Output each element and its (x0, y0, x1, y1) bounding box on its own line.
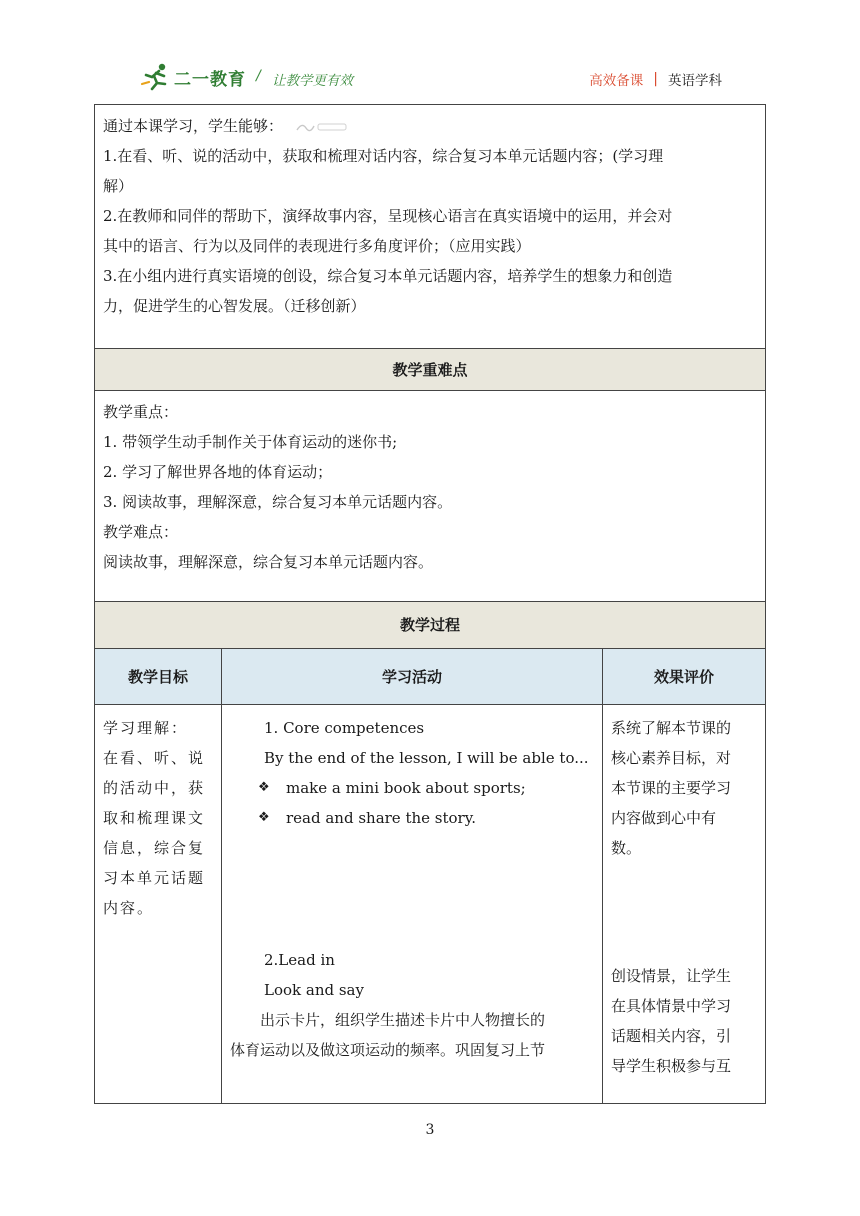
runner-logo-icon (140, 62, 172, 92)
activity-paragraph: 出示卡片，组织学生描述卡片中人物擅长的 (260, 1011, 546, 1029)
evaluation-line: 数。 (611, 839, 642, 857)
header-separator: | (653, 71, 658, 87)
evaluation-line: 话题相关内容，引 (611, 1027, 732, 1045)
watermark-logo-icon (294, 120, 350, 134)
key-point-line: 阅读故事，理解深意，综合复习本单元话题内容。 (103, 553, 434, 571)
bullet-item (230, 773, 596, 803)
slogan: 让教学更有效 (272, 73, 353, 89)
logo-text: 二一教育 (174, 69, 246, 90)
intro-line: 通过本课学习，学生能够： (103, 111, 757, 141)
key-point-line: 2. 学习了解世界各地的体育运动； (103, 463, 333, 481)
activity-intro: By the end of the lesson, I will be able to... (264, 749, 589, 767)
header-subject: 英语学科 (668, 73, 722, 89)
activity-cell (222, 705, 603, 1104)
evaluation-cell (603, 705, 766, 1104)
intro-line: 1.在看、听、说的活动中，获取和梳理对话内容，综合复习本单元话题内容；(学习理 (103, 147, 664, 165)
key-point-line: 教学重点： (103, 403, 179, 421)
intro-line: 力，促进学生的心智发展。（迁移创新） (103, 297, 366, 315)
evaluation-line: 本节课的主要学习 (611, 779, 732, 797)
evaluation-line: 系统了解本节课的 (611, 719, 732, 737)
header-right (589, 69, 722, 89)
goal-line: 习本单元话题 (103, 869, 206, 887)
bullet-text: read and share the story. (286, 809, 476, 827)
key-point-line: 教学难点： (103, 523, 179, 541)
evaluation-line: 创设情景，让学生 (611, 967, 732, 985)
goal-line: 取和梳理课文 (103, 809, 206, 827)
column-header-evaluation: 效果评价 (603, 649, 766, 705)
key-point-line: 1. 带领学生动手制作关于体育运动的迷你书; (103, 433, 398, 451)
intro-line: 3.在小组内进行真实语境的创设，综合复习本单元话题内容，培养学生的想象力和创造 (103, 267, 673, 285)
page-number: 3 (425, 1122, 435, 1138)
page-header (140, 62, 730, 96)
intro-line: 2.在教师和同伴的帮助下，演绎故事内容，呈现核心语言在真实语境中的运用，并会对 (103, 207, 673, 225)
goal-line: 内容。 (103, 899, 155, 917)
bullet-item (230, 803, 596, 833)
column-header-activity: 学习活动 (222, 649, 603, 705)
goal-line: 信息，综合复 (103, 839, 206, 857)
activity-heading: 1. Core competences (264, 719, 425, 737)
key-points-cell (95, 391, 766, 602)
header-category: 高效备课 (589, 73, 644, 89)
evaluation-line: 核心素养目标，对 (611, 749, 732, 767)
goal-cell (95, 705, 222, 1104)
diamond-bullet-icon: ❖ (258, 810, 270, 825)
activity-paragraph: 体育运动以及做这项运动的频率。巩固复习上节 (230, 1041, 546, 1059)
key-point-line: 3. 阅读故事，理解深意，综合复习本单元话题内容。 (103, 493, 453, 511)
intro-line: 其中的语言、行为以及同伴的表现进行多角度评价；（应用实践） (103, 237, 531, 255)
section-title-key-points: 教学重难点 (95, 349, 766, 391)
activity-heading-2: 2.Lead in (264, 951, 335, 969)
column-header-goal: 教学目标 (95, 649, 222, 705)
evaluation-line: 在具体情景中学习 (611, 997, 732, 1015)
section-title-process: 教学过程 (95, 602, 766, 649)
logo (140, 62, 246, 92)
objectives-cell (95, 105, 766, 349)
intro-line: 解） (103, 177, 134, 195)
evaluation-line: 导学生积极参与互 (611, 1057, 732, 1075)
goal-line: 学习理解： (103, 719, 189, 737)
diamond-bullet-icon: ❖ (258, 780, 270, 795)
spacer (611, 863, 759, 961)
evaluation-line: 内容做到心中有 (611, 809, 717, 827)
goal-line: 的活动中，获 (103, 779, 206, 797)
lesson-plan-table (94, 104, 766, 1104)
bullet-text: make a mini book about sports; (286, 779, 526, 797)
spacer (230, 833, 596, 945)
goal-line: 在看、听、说 (103, 749, 206, 767)
goal-text (103, 713, 215, 923)
slogan-slash: / (256, 68, 261, 84)
activity-subheading-2: Look and say (264, 981, 364, 999)
